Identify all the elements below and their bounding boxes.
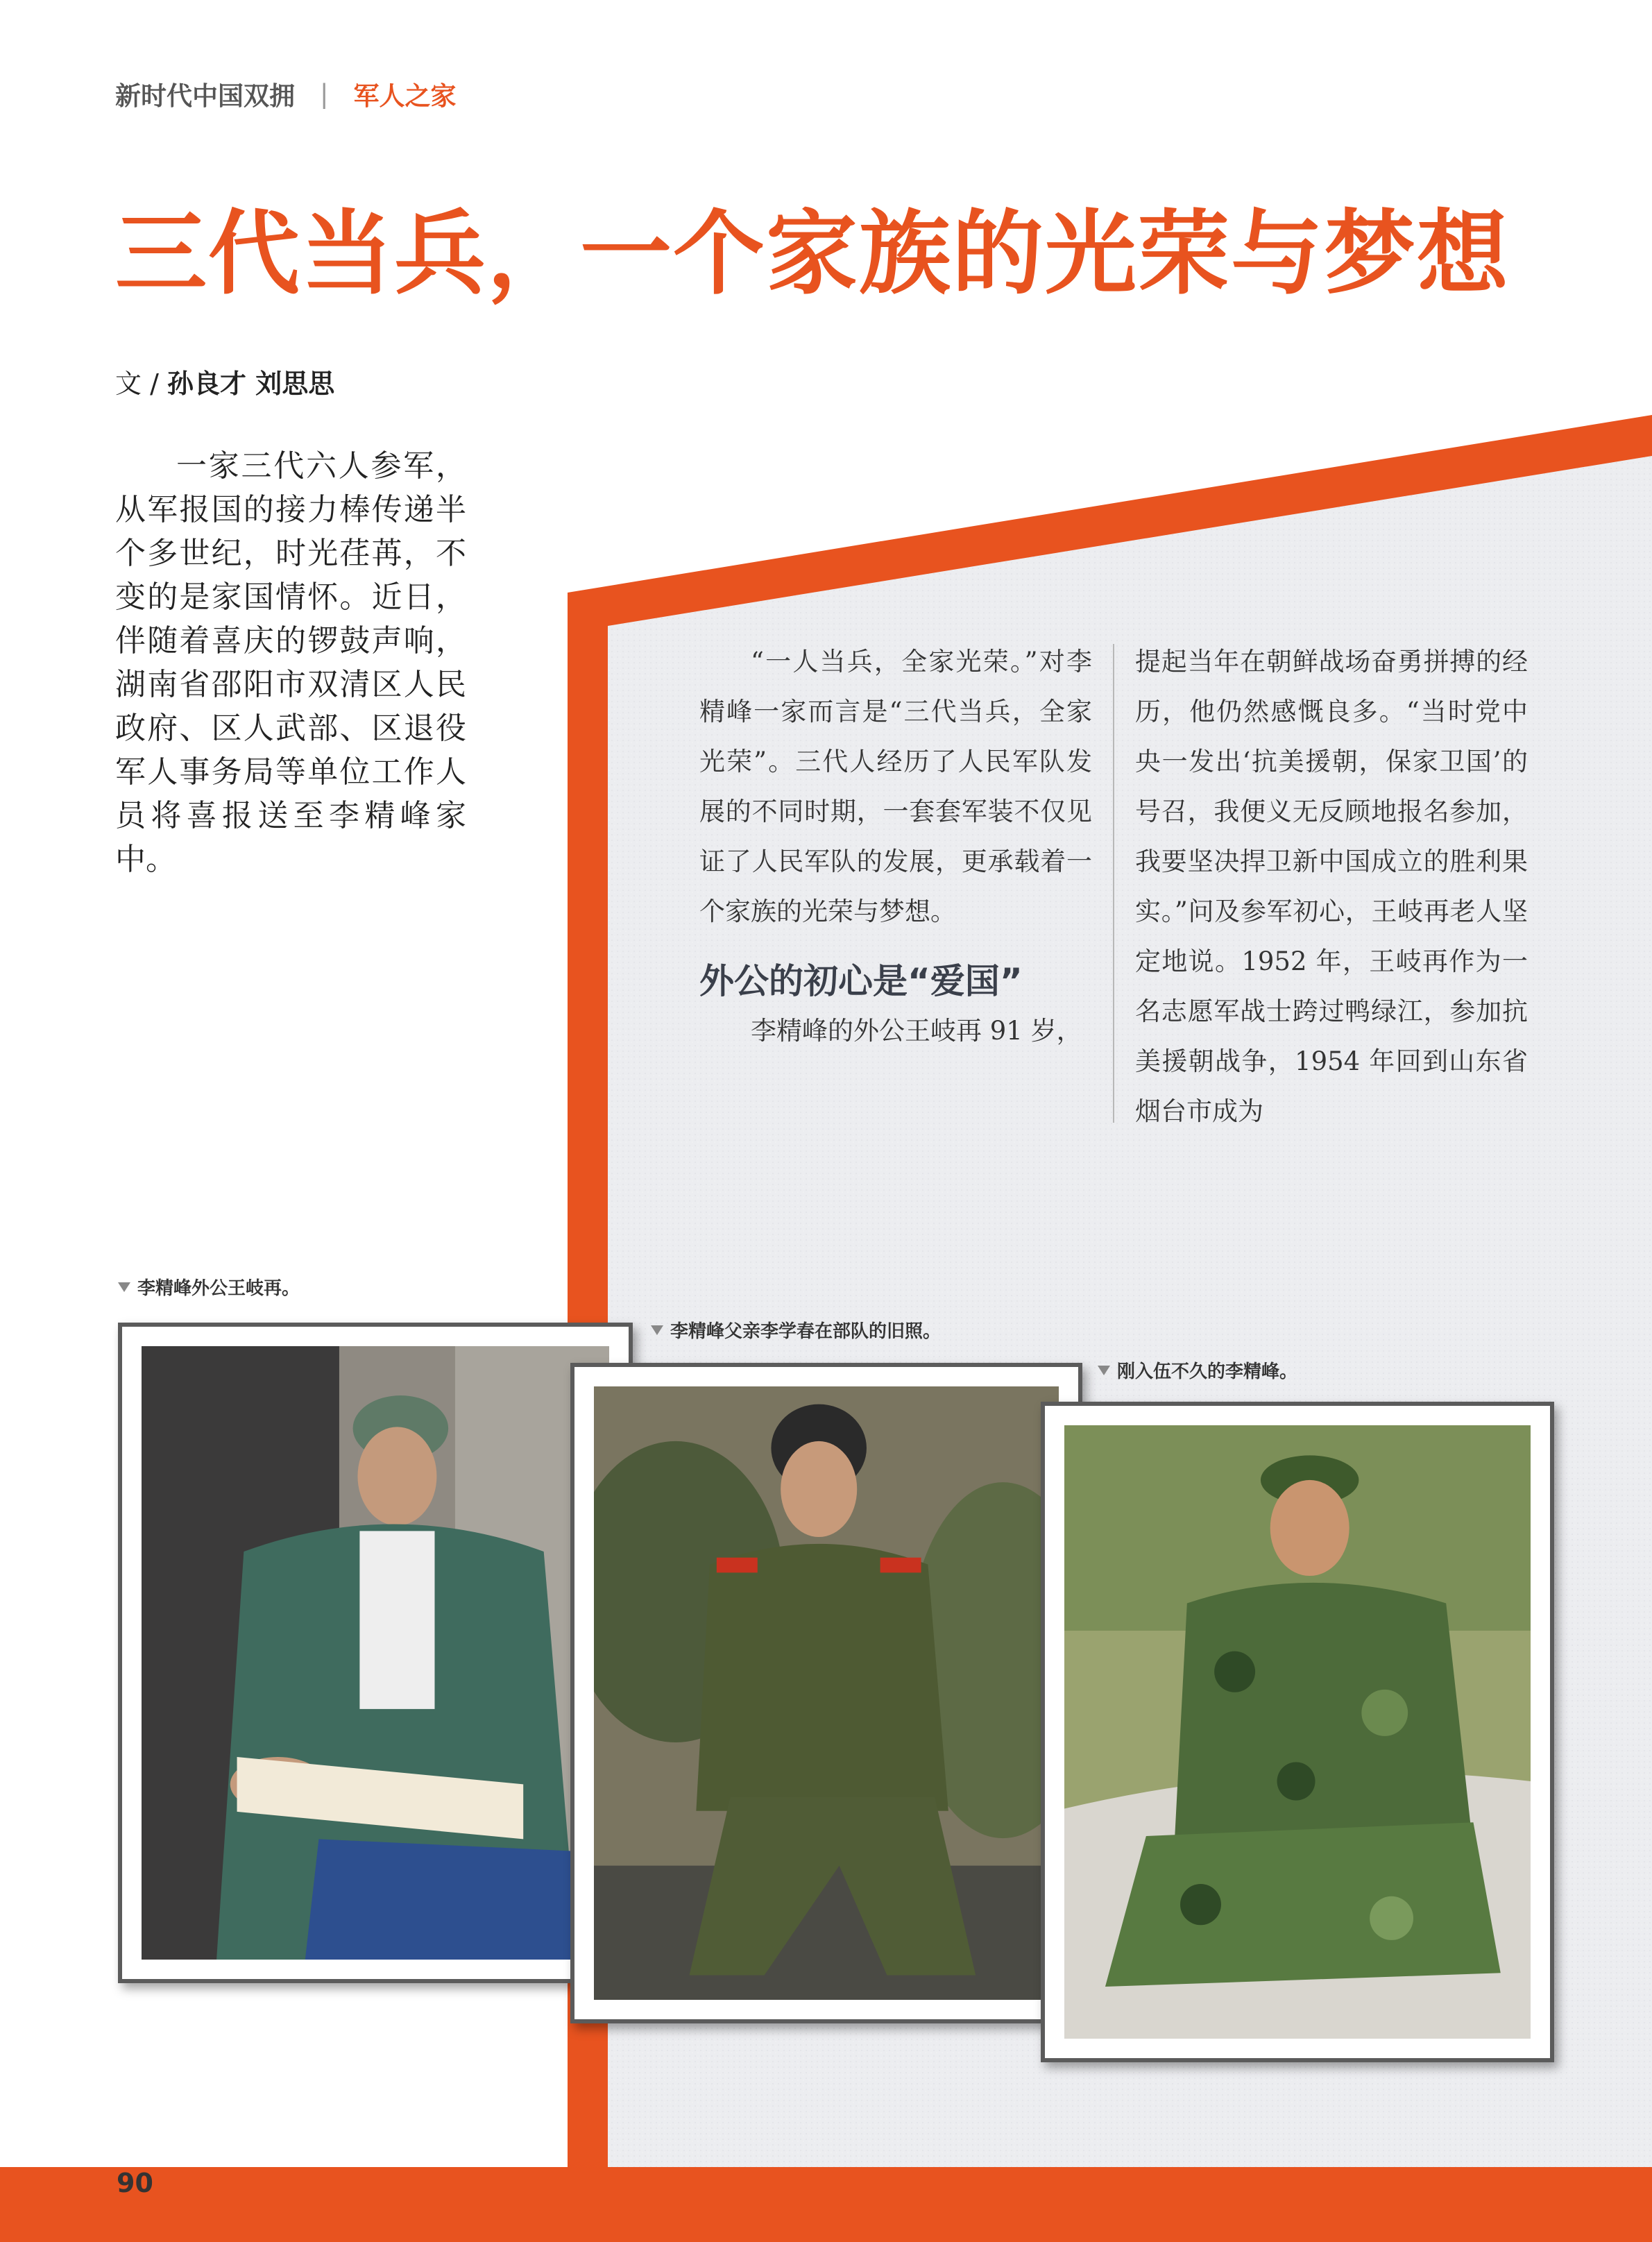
article-title: 三代当兵，一个家族的光荣与梦想 <box>115 201 1510 307</box>
photo-father <box>594 1386 1059 2000</box>
byline <box>115 362 334 400</box>
header-divider: | <box>320 78 329 109</box>
footer-bar <box>0 2167 1652 2242</box>
lead-paragraph <box>115 444 466 881</box>
lead-text: 一家三代六人参军，从军报国的接力棒传递半个多世纪，时光荏苒，不变的是家国情怀。近日，伴随着喜庆的锣鼓声响，湖南省邵阳市双清区人民政府、区人武部、区退役军人事务局等单位工作人员将喜报送至李精峰家中。 <box>115 448 466 877</box>
page-number: 90 <box>117 2168 153 2198</box>
body-column-2 <box>1135 637 1528 1137</box>
photo-grandfather <box>142 1346 609 1960</box>
caption-marker-icon <box>118 1282 130 1292</box>
photo-li-jingfeng <box>1064 1425 1531 2039</box>
photo-frame-father <box>570 1363 1082 2023</box>
section-name: 新时代中国双拥 <box>115 81 295 111</box>
subsection-name: 军人之家 <box>353 81 457 111</box>
body-paragraph: 李精峰的外公王岐再 91 岁， <box>751 1016 1082 1046</box>
body-paragraph: 提起当年在朝鲜战场奋勇拼搏的经历，他仍然感慨良多。“当时党中央一发出‘抗美援朝，保家卫国’的号召，我便义无反顾地报名参加，我要坚决捍卫新中国成立的胜利果实。”问及参军初心，王岐再老人坚定地说。1952 年，王岐再作为一名志愿军战士跨过鸭绿江，参加抗美援朝战争，1954 年回到山东省烟台市成为 <box>1135 647 1528 1126</box>
body-paragraph: “一人当兵，全家光荣。”对李精峰一家而言是“三代当兵，全家光荣”。三代人经历了人民军队发展的不同时期，一套套军装不仅见证了人民军队的发展，更承载着一个家族的光荣与梦想。 <box>699 647 1092 926</box>
photo-caption <box>118 1274 300 1300</box>
column-divider <box>1113 644 1114 1123</box>
caption-text: 李精峰父亲李学春在部队的旧照。 <box>670 1321 942 1342</box>
body-column-1 <box>699 637 1092 1056</box>
caption-text: 刚入伍不久的李精峰。 <box>1117 1361 1298 1382</box>
caption-text: 李精峰外公王岐再。 <box>137 1278 300 1299</box>
caption-marker-icon <box>1098 1366 1110 1375</box>
photo-frame-grandfather <box>118 1323 633 1983</box>
caption-marker-icon <box>651 1325 663 1335</box>
photo-caption <box>1098 1357 1297 1383</box>
authors: 孙良才 刘思思 <box>167 368 335 399</box>
photo-caption <box>651 1317 941 1343</box>
section-header <box>115 75 456 112</box>
section-subheading: 外公的初心是“爱国” <box>699 961 1023 1001</box>
photo-frame-li-jingfeng <box>1041 1402 1554 2062</box>
byline-prefix: 文 / <box>115 368 167 399</box>
